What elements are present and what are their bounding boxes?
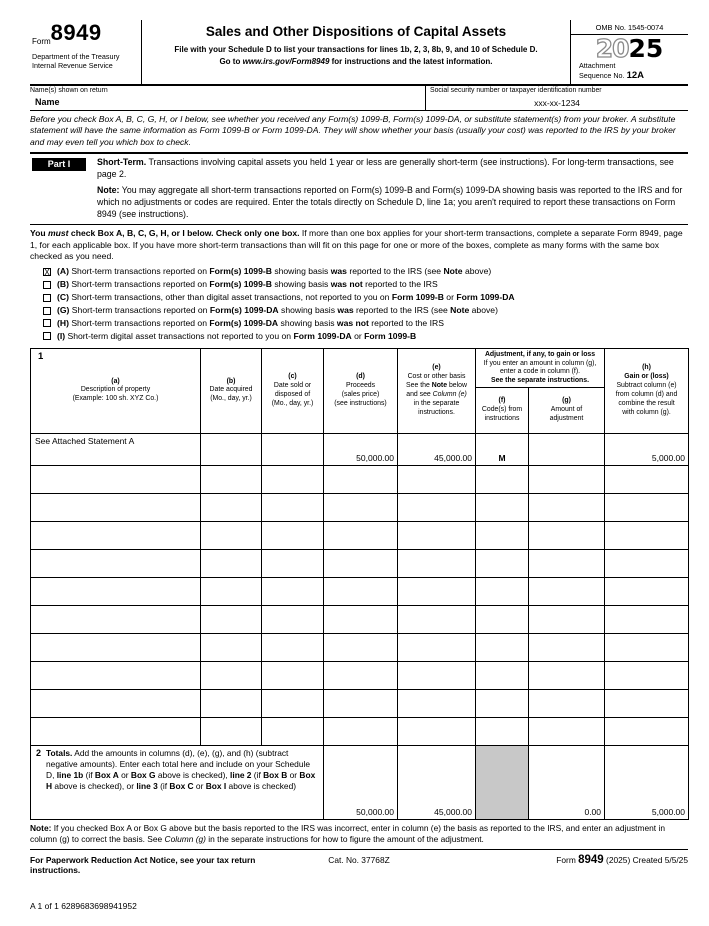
cell-code [476,522,529,550]
cell-proceeds [324,662,398,690]
cell-adjustment [529,494,605,522]
checkbox-row-a [30,265,688,278]
catalog-number: Cat. No. 37768Z [328,855,390,866]
cell-date-acquired [201,434,262,466]
cell-date-sold [262,434,324,466]
cell-date-sold [262,494,324,522]
totals-instructions: Totals. Add the amounts in columns (d), (e), (g), and (h) (subtract negative amounts). Enter each total here and include on your Schedule D, line 1b (if Box A or Box G above is checked), line 2 (if Box B or Box H above is checked), or line 3 (if Box C or Box I above is checked) [46,748,316,791]
name-field-label: Name(s) shown on return [30,86,108,94]
cell-date-acquired [201,550,262,578]
checkbox-b[interactable] [43,281,51,289]
cell-date-sold [262,662,324,690]
table-row [31,690,689,718]
form-subtitle [150,44,562,69]
cell-proceeds [324,550,398,578]
box-checklist [30,264,688,347]
table-row [31,522,689,550]
form-id-footer: Form 8949 (2025) Created 5/5/25 [556,854,688,867]
cell-description [31,494,201,522]
name-field [30,86,425,110]
cell-cost-basis [398,662,476,690]
omb-block [570,20,688,84]
cell-date-sold [262,690,324,718]
cell-date-acquired [201,466,262,494]
cell-date-acquired [201,522,262,550]
checkbox-row-h [30,317,688,330]
subtitle-line-2-irs-link[interactable]: Go to www.irs.gov/Form8949 for instructions and the latest information. [219,57,493,67]
cell-gain-loss [605,578,689,606]
column-header-adjustment-group: Adjustment, if any, to gain or loss If you enter an amount in column (g), enter a code in column (f). See the separate instructions. [476,348,605,387]
line-2-number: 2 [36,748,42,759]
cell-adjustment [529,606,605,634]
cell-code [476,690,529,718]
form-number-line [32,20,137,46]
totals-adjustment: 0.00 [529,746,605,820]
cell-proceeds [324,718,398,746]
cell-adjustment [529,578,605,606]
cell-date-sold [262,578,324,606]
subtitle-line-1: File with your Schedule D to list your transactions for lines 1b, 2, 3, 8b, 9, and 10 of Schedule D. [174,45,538,54]
cell-gain-loss [605,690,689,718]
tax-year-bold-digits: 25 [628,34,664,63]
table-row [31,662,689,690]
totals-row [31,746,689,820]
part-1-heading: Short-Term. Transactions involving capital assets you held 1 year or less are generally short-term (see instructions). For long-term transactions, see page 2. [97,156,674,179]
part-1-section [30,154,688,225]
transactions-table [30,348,689,820]
checkbox-a[interactable]: X [44,267,50,277]
totals-cost-basis: 45,000.00 [398,746,476,820]
checkbox-g[interactable] [43,307,51,315]
totals-label-cell [31,746,324,820]
cell-description [31,578,201,606]
cell-cost-basis [398,494,476,522]
cell-adjustment [529,550,605,578]
cell-gain-loss [605,718,689,746]
cell-cost-basis [398,578,476,606]
cell-description: See Attached Statement A [31,434,201,466]
part-1-text [97,157,688,220]
tax-year-outline-digits: 20 [595,34,629,63]
column-header-g: (g) Amount of adjustment [529,388,605,434]
cell-date-acquired [201,634,262,662]
name-field-value: Name [35,96,60,107]
cell-proceeds [324,578,398,606]
must-check-instructions: You must check Box A, B, C, G, H, or I below. Check only one box. If more than one box applies for your short-term transactions, complete a separate Form 8949, page 1, for each applicable box. If you have more short-term transactions than will fit on this page for one or more of the boxes, complete as many forms with the same box checked as you need. [30,228,683,262]
column-header-h: (h) Gain or (loss) Subtract column (e) from column (d) and combine the result with column (g). [605,348,689,433]
cell-description [31,718,201,746]
cell-adjustment [529,466,605,494]
cell-date-acquired [201,494,262,522]
table-row [31,606,689,634]
form-word: Form [32,37,51,46]
table-row [31,494,689,522]
cell-proceeds [324,466,398,494]
table-row [31,634,689,662]
checkbox-b-label: (B) Short-term transactions reported on Form(s) 1099-B showing basis was not reported to the IRS [57,279,438,290]
taxpayer-row [30,86,688,111]
cell-proceeds [324,606,398,634]
checkbox-h-label: (H) Short-term transactions reported on Form(s) 1099-DA showing basis was not reported to the IRS [57,317,444,328]
cell-date-sold [262,606,324,634]
cell-cost-basis [398,606,476,634]
cell-gain-loss [605,522,689,550]
cell-code [476,634,529,662]
cell-date-acquired [201,690,262,718]
table-row [31,550,689,578]
cell-proceeds: 50,000.00 [324,434,398,466]
cell-description [31,662,201,690]
checkbox-i-label: (I) Short-term digital asset transactions not reported to you on Form 1099-DA or Form 1099-B [57,330,417,341]
cell-code [476,606,529,634]
cell-description [31,634,201,662]
checkbox-row-i [30,330,688,343]
cell-adjustment [529,434,605,466]
ssn-field-label: Social security number or taxpayer identification number [430,86,602,94]
cell-gain-loss [605,494,689,522]
checkbox-row-c [30,291,688,304]
cell-code [476,550,529,578]
table-row [31,434,689,466]
form-footer [30,850,688,875]
cell-description [31,550,201,578]
column-header-d: (d) Proceeds (sales price) (see instructions) [324,348,398,433]
cell-date-acquired [201,662,262,690]
part-1-note: Note: You may aggregate all short-term transactions reported on Form(s) 1099-B and Form(s) 1099-DA showing basis was reported to the IRS and for which no adjustments or codes are required. Enter the totals directly on Schedule D, line 1a; you aren't required to report these transactions on Form 8949 (see instructions). [97,185,683,219]
form-number-block [30,20,142,84]
cell-cost-basis [398,690,476,718]
omb-number: OMB No. 1545-0074 [571,20,688,35]
checkbox-a-label: (A) Short-term transactions reported on Form(s) 1099-B showing basis was reported to the IRS (see Note above) [57,266,492,277]
form-title-block [142,20,570,84]
cell-code [476,466,529,494]
checkbox-row-g [30,304,688,317]
column-header-a: 1 (a) Description of property (Example: 100 sh. XYZ Co.) [31,348,201,433]
cell-proceeds [324,634,398,662]
cell-code [476,718,529,746]
cell-cost-basis [398,634,476,662]
cell-date-acquired [201,606,262,634]
column-header-c: (c) Date sold or disposed of (Mo., day, yr.) [262,348,324,433]
cell-date-sold [262,718,324,746]
cell-proceeds [324,690,398,718]
cell-code [476,494,529,522]
ssn-field [425,86,688,110]
cell-cost-basis [398,718,476,746]
transactions-body [31,434,689,820]
tax-year [571,35,688,61]
cell-adjustment [529,690,605,718]
part-1-badge: Part I [32,158,86,171]
cell-date-acquired [201,718,262,746]
cell-gain-loss [605,466,689,494]
cell-date-sold [262,550,324,578]
checkbox-row-b [30,278,688,291]
totals-gain-loss: 5,000.00 [605,746,689,820]
broker-statement-notice: Before you check Box A, B, C, G, H, or I below, see whether you received any Form(s) 1099-B, Form(s) 1099-DA, or substitute statement(s) from your broker. A substitute statement will have the same information as Form 1099-B or Form 1099-DA. They will show whether your basis (usually your cost) was reported to the IRS by your broker and may even tell you which box to check. [30,111,688,154]
cell-description [31,690,201,718]
cell-code: M [476,434,529,466]
checkbox-c-label: (C) Short-term transactions, other than digital asset transactions, not reported to you on Form 1099-B or Form 1099-DA [57,292,515,303]
table-header [31,348,689,433]
checkbox-i[interactable] [43,332,51,340]
table-row [31,578,689,606]
line-1-number: 1 [38,350,44,362]
checkbox-h[interactable] [43,319,51,327]
cell-cost-basis: 45,000.00 [398,434,476,466]
form-header [30,20,688,86]
agency-name: Department of the Treasury Internal Revenue Service [32,52,120,70]
cell-adjustment [529,662,605,690]
cell-gain-loss [605,550,689,578]
cell-gain-loss [605,662,689,690]
ssn-field-value: xxx-xx-1234 [534,97,580,108]
cell-adjustment [529,718,605,746]
totals-code-shaded-cell [476,746,529,820]
totals-proceeds: 50,000.00 [324,746,398,820]
cell-proceeds [324,494,398,522]
basis-correction-note: Note: If you checked Box A or Box G above but the basis reported to the IRS was incorrect, enter in column (e) the basis as reported to the IRS, and enter an adjustment in column (g) to correct the basis. See Column (g) in the separate instructions for how to figure the amount of the adjustment. [30,820,688,850]
column-header-f: (f) Code(s) from instructions [476,388,529,434]
column-header-e: (e) Cost or other basis See the Note below and see Column (e) in the separate instructions. [398,348,476,433]
cell-code [476,662,529,690]
paperwork-reduction-notice: For Paperwork Reduction Act Notice, see your tax return instructions. [30,855,256,876]
cell-date-acquired [201,578,262,606]
cell-gain-loss [605,634,689,662]
cell-code [476,578,529,606]
cell-gain-loss [605,606,689,634]
form-number: 8949 [50,20,102,45]
checkbox-g-label: (G) Short-term transactions reported on Form(s) 1099-DA showing basis was reported to the IRS (see Note above) [57,305,498,316]
cell-cost-basis [398,550,476,578]
cell-description [31,466,201,494]
cell-description [31,606,201,634]
cell-description [31,522,201,550]
cell-date-sold [262,634,324,662]
form-title: Sales and Other Dispositions of Capital Assets [205,24,507,39]
checkbox-c[interactable] [43,294,51,302]
cell-date-sold [262,466,324,494]
column-header-b: (b) Date acquired (Mo., day, yr.) [201,348,262,433]
cell-gain-loss: 5,000.00 [605,434,689,466]
cell-cost-basis [398,522,476,550]
attachment-sequence: Attachment Sequence No. 12A [579,61,644,81]
page-tracking-number: A 1 of 1 6289683698941952 [30,901,137,912]
cell-adjustment [529,634,605,662]
table-row [31,466,689,494]
cell-proceeds [324,522,398,550]
cell-cost-basis [398,466,476,494]
table-row [31,718,689,746]
cell-adjustment [529,522,605,550]
cell-date-sold [262,522,324,550]
